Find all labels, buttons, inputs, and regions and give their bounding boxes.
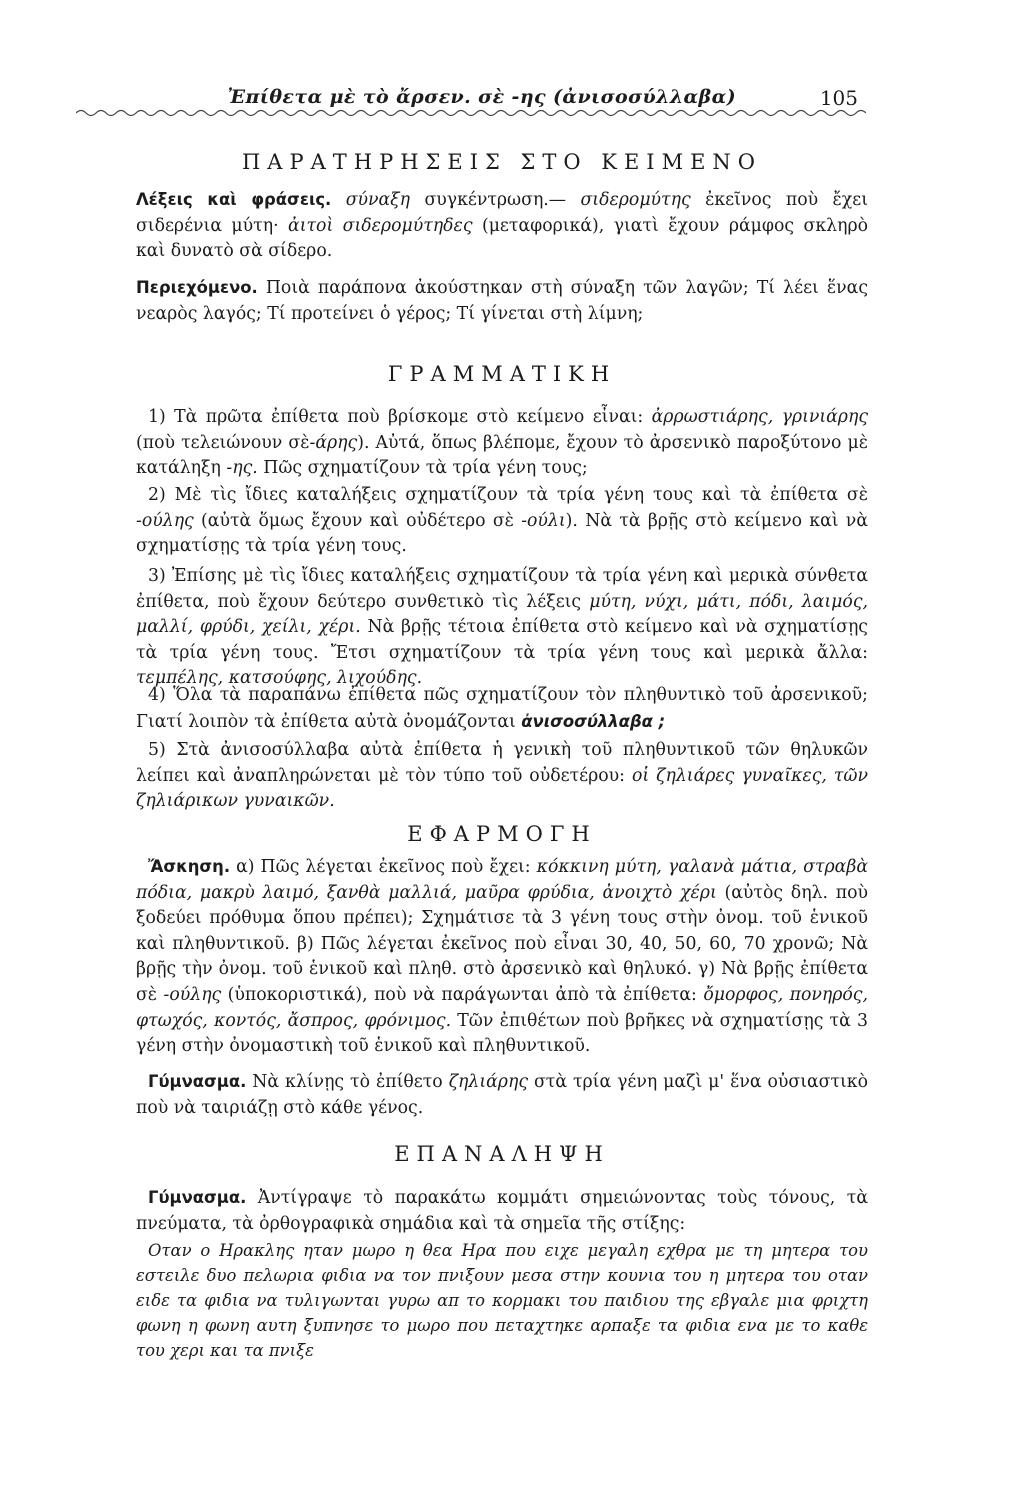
paragraph-words-phrases <box>136 187 868 265</box>
section-heading-review: ΕΠΑΝΑΛΗΨΗ <box>394 1142 610 1166</box>
example: κόκκινη μύτη, γαλανὰ μάτια, στραβὰ πόδια, μακρὺ λαιμό, ξανθὰ μαλλιά, μαῦρα φρύδια, ἀνοιχτὸ χέρι <box>136 857 868 903</box>
example: μύτη, νύχι, μάτι, πόδι, λαιμός, μαλλί, φρύδι, χείλι, χέρι. <box>136 591 868 638</box>
term-aitoi: ἀιτοὶ σιδερομύτηδες <box>288 215 473 236</box>
exercise-askisi <box>136 854 868 1060</box>
grammar-item-1 <box>136 405 868 482</box>
paragraph-content <box>136 275 868 327</box>
text: ). Αὐτά, ὅπως βλέπομε, ἔχουν τὸ ἀρσενικὸ παροξύτονο μὲ κατάληξη <box>136 432 868 479</box>
text: Ἀντίγραψε τὸ παρακάτω κομμάτι σημειώνοντας τοὺς τόνους, τὰ πνεύματα, τὰ ὀρθογραφικὰ σημάδια καὶ τὰ σημεῖα τῆς στίξης: <box>136 1188 868 1234</box>
grammar-item-2 <box>136 483 868 560</box>
section-heading-remarks: ΠΑΡΑΤΗΡΗΣΕΙΣ ΣΤΟ ΚΕΙΜΕΝΟ <box>241 150 763 174</box>
exercise-gymnasma-1 <box>136 1069 868 1121</box>
section-heading-grammar: ΓΡΑΜΜΑΤΙΚΗ <box>387 362 617 386</box>
definition-text: (μεταφορικά), γιατὶ ἔχουν ράμφος σκληρὸ καὶ δυνατὸ σὰ σίδερο. <box>136 215 869 262</box>
text: Πῶς σχηματίζουν τὰ τρία γένη τους; <box>263 458 588 479</box>
page-number: 105 <box>819 86 858 110</box>
example: -ης. <box>226 458 258 479</box>
example: τεμπέλης, κατσούφης, λιχούδης. <box>136 668 423 689</box>
label-exercise: Ἄσκηση. <box>148 857 231 876</box>
text: (ποὺ τελειώνουν σὲ <box>136 432 310 453</box>
grammar-item-3 <box>136 564 868 692</box>
text: 1) Τὰ πρῶτα ἐπίθετα ποὺ βρίσκομε στὸ κείμενο εἶναι: <box>148 407 644 427</box>
section-heading-application: ΕΦΑΡΜΟΓΗ <box>407 822 597 846</box>
example: ζηλιάρης <box>448 1072 528 1092</box>
text: 2) Μὲ τὶς ἴδιες καταλήξεις σχηματίζουν τὰ τρία γένη τους καὶ τὰ ἐπίθετα σὲ <box>148 485 868 505</box>
term-synaxi: σύναξη <box>345 190 411 210</box>
text: 3) Ἐπίσης μὲ τὶς ἴδιες καταλήξεις σχηματίζουν τὰ τρία γένη καὶ μερικὰ σύνθετα ἐπίθετα, ποὺ ἔχουν δεύτερο συνθετικὸ τὶς λέξεις <box>136 566 868 612</box>
header-title: Ἐπίθετα μὲ τὸ ἄρσεν. σὲ -ης (ἀνισοσύλλαβα) <box>227 86 736 108</box>
text: 5) Στὰ ἀνισοσύλλαβα αὐτὰ ἐπίθετα ἡ γενικὴ τοῦ πληθυντικοῦ τῶν θηλυκῶν λείπει καὶ ἀναπληρώνεται μὲ τὸν τύπο τοῦ οὐδετέρου: <box>136 740 868 786</box>
term-siderom: σιδερομύτης <box>580 190 691 210</box>
example: -ούλης <box>163 984 222 1005</box>
grammar-item-4 <box>136 683 868 735</box>
copy-passage: Οταν ο Ηρακλης ηταν μωρο η θεα Ηρα που ειχε μεγαλη εχθρα με τη μητερα του εστειλε δυο πελωρια φιδια να τον πνιξουν μεσα στην κουνια του η μητερα του οταν ειδε τα φιδια να τυλιγωνται γυρω απ το κορμακι του παιδιου της εβγαλε μια φριχτη φωνη η φωνη αυτη ξυπνησε το μωρο που πεταχτηκε αρπαξε τα φιδια ενα με το καθε του χερι και τα πνιξε <box>136 1241 868 1360</box>
example: οἱ ζηλιάρες γυναῖκες, τῶν ζηλιάρικων γυναικῶν. <box>136 765 869 812</box>
text: (αὐτὸς δηλ. ποὺ ξοδεύει πρόθυμα ὅπου πρέπει); Σχημάτισε τὰ 3 γένη τους στὴν ὀνομ. τοῦ ἑνικοῦ καὶ πληθυντικοῦ. β) Πῶς λέγεται ἐκεῖνος ποὺ εἶναι 30, 40, 50, 60, 70 χρονῶ; Νὰ βρῇς τὴν ὀνομ. τοῦ ἑνικοῦ καὶ πληθ. στὸ ἀρσενικὸ καὶ θηλυκό. γ) Νὰ βρῇς ἐπίθετα σὲ <box>136 882 869 1005</box>
text: ). Νὰ τὰ βρῇς στὸ κείμενο καὶ νὰ σχηματίσῃς τὰ τρία γένη τους. <box>136 510 868 557</box>
text: (αὐτὰ ὅμως ἔχουν καὶ οὐδέτερο σὲ <box>201 510 514 531</box>
label-drill: Γύμνασμα. <box>148 1072 247 1091</box>
term-anisosyllava: ἀνισοσύλλαβα ; <box>521 711 666 731</box>
definition-text: συγκέντρωση.— <box>424 190 567 210</box>
example: -ούλης <box>136 510 194 531</box>
text: (ὑποκοριστικά), ποὺ νὰ παράγωνται ἀπὸ τὰ ἐπίθετα: <box>227 984 697 1005</box>
example: ὄμορφος, πονηρός, φτωχός, κοντός, ἄσπρος, φρόνιμος. <box>136 984 868 1031</box>
content-questions: Ποιὰ παράπονα ἀκούστηκαν στὴ σύναξη τῶν λαγῶν; Τί λέει ἕνας νεαρὸς λαγός; Τί προτείνει ὁ γέρος; Τί γίνεται στὴ λίμνη; <box>136 278 869 324</box>
definition-text: ἐκεῖνος ποὺ ἔχει σιδερένια μύτη· <box>136 190 868 236</box>
text: Νὰ κλίνῃς τὸ ἐπίθετο <box>252 1072 443 1092</box>
text: Νὰ βρῇς τέτοια ἐπίθετα στὸ κείμενο καὶ νὰ σχηματίσῃς τὰ τρία γένη τους. Ἔτσι σχηματίζουν τὰ τρία γένη τους καὶ μερικὰ ἄλλα: <box>136 617 868 663</box>
grammar-item-5 <box>136 738 868 815</box>
label-drill: Γύμνασμα. <box>148 1188 247 1207</box>
text: Τῶν ἐπιθέτων ποὺ βρῆκες νὰ σχηματίσῃς τὰ 3 γένη στὴν ὀνομαστικὴ τοῦ ἑνικοῦ καὶ πληθυντικοῦ. <box>136 1010 868 1057</box>
label-content: Περιεχόμενο. <box>136 278 258 297</box>
text: α) Πῶς λέγεται ἐκεῖνος ποὺ ἔχει: <box>236 857 531 877</box>
text: 4) Ὅλα τὰ παραπάνω ἐπίθετα πῶς σχηματίζουν τὸν πληθυντικὸ τοῦ ἀρσενικοῦ; Γιατί λοιπὸν τὰ ἐπίθετα αὐτὰ ὀνομάζονται <box>136 685 868 732</box>
label-words-phrases: Λέξεις καὶ φράσεις. <box>136 190 332 209</box>
text: στὰ τρία γένη μαζὶ μ' ἕνα οὐσιαστικὸ ποὺ νὰ ταιριάζῃ στὸ κάθε γένος. <box>136 1072 869 1118</box>
example: -άρης <box>309 432 358 453</box>
example: -ούλι <box>521 510 566 531</box>
exercise-gymnasma-2 <box>136 1185 868 1237</box>
example: ἀρρωστιάρης, γρινιάρης <box>651 407 868 427</box>
wavy-rule-ornament <box>76 106 866 120</box>
